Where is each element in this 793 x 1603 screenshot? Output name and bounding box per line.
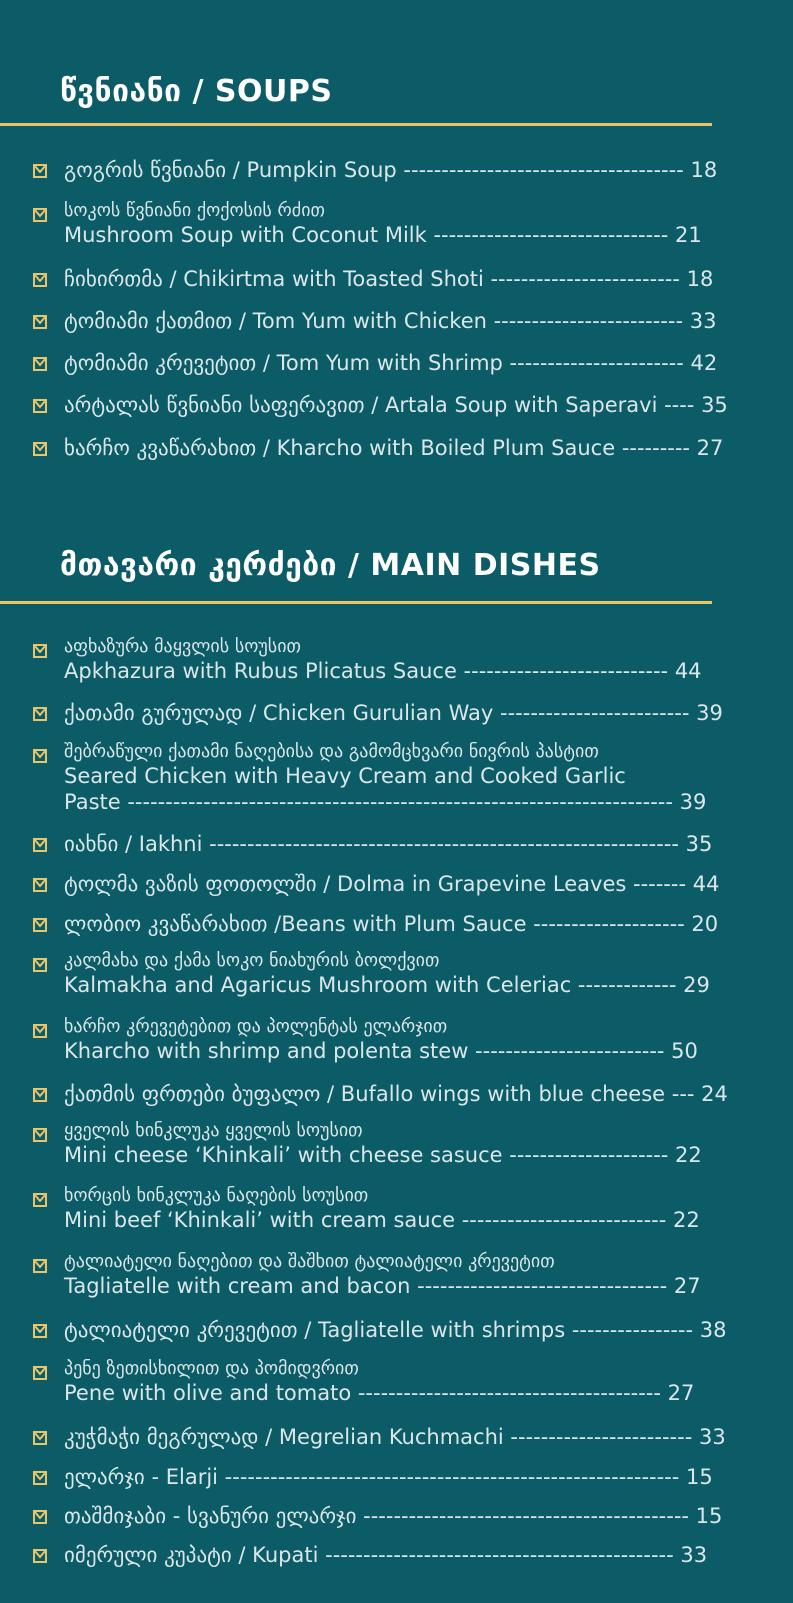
checkbox-check-icon [33, 748, 47, 762]
menu-item-name-en: Mushroom Soup with Coconut Milk ------------------------------- 21 [64, 223, 702, 247]
checkbox-check-icon [33, 1192, 47, 1206]
menu-item-name-en: Apkhazura with Rubus Plicatus Sauce --------------------------- 44 [64, 659, 702, 683]
section-divider [0, 123, 712, 126]
menu-item-text: ელარჯი - Elarji ------------------------------------------------------------ 15 [64, 1465, 713, 1489]
menu-item-name-en: Seared Chicken with Heavy Cream and Cooked Garlic [64, 764, 626, 788]
checkbox-check-icon [33, 1023, 47, 1037]
menu-item-name-en: Pene with olive and tomato ---------------------------------------- 27 [64, 1381, 695, 1405]
checkbox-check-icon [33, 917, 47, 931]
checkbox-check-icon [33, 163, 47, 177]
checkbox-check-icon [33, 877, 47, 891]
menu-item-name-ka: ხორცის ხინკლუკა ნაღების სოუსით [64, 1185, 369, 1206]
menu-item-name-en: Mini beef ‘Khinkali’ with cream sauce --------------------------- 22 [64, 1208, 700, 1232]
checkbox-check-icon [33, 207, 47, 221]
menu-item-text: ტომიამი ქათმით / Tom Yum with Chicken ------------------------- 33 [64, 309, 717, 333]
menu-item-name-en-cont: Paste ------------------------------------------------------------------------ 39 [64, 790, 707, 814]
menu-item-name-ka: აფხაზურა მაყვლის სოუსით [64, 636, 301, 657]
menu-item-text: ტომიამი კრევეტით / Tom Yum with Shrimp ----------------------- 42 [64, 351, 718, 375]
checkbox-check-icon [33, 314, 47, 328]
menu-item-text: კუჭმაჭი მეგრულად / Megrelian Kuchmachi ------------------------ 33 [64, 1425, 726, 1449]
checkbox-check-icon [33, 1548, 47, 1562]
menu-item-text: თაშმიჯაბი - სვანური ელარჯი ------------------------------------------- 15 [64, 1504, 723, 1528]
checkbox-check-icon [33, 643, 47, 657]
menu-item-text: იმერული კუპატი / Kupati ---------------------------------------------- 33 [64, 1543, 708, 1567]
menu-item-name-ka: კალმახა და ქამა სოკო ნიახურის ბოლქვით [64, 950, 440, 971]
checkbox-check-icon [33, 1258, 47, 1272]
menu-item-text: ტალიატელი კრევეტით / Tagliatelle with shrimps ---------------- 38 [64, 1318, 727, 1342]
menu-item-name-en: Kalmakha and Agaricus Mushroom with Celeriac ------------- 29 [64, 973, 710, 997]
checkbox-check-icon [33, 706, 47, 720]
menu-item-name-ka: ყველის ხინკლუკა ყველის სოუსით [64, 1120, 363, 1141]
checkbox-check-icon [33, 1365, 47, 1379]
menu-item-name-ka: სოკოს წვნიანი ქოქოსის რძით [64, 200, 325, 221]
checkbox-check-icon [33, 441, 47, 455]
menu-item-text: გოგრის წვნიანი / Pumpkin Soup ------------------------------------- 18 [64, 158, 718, 182]
menu-item-name-ka: შებრაწული ქათამი ნაღებისა და გამომცხვარი ნივრის პასტით [64, 741, 599, 762]
checkbox-check-icon [33, 356, 47, 370]
section-title-soups: წვნიანი / SOUPS [60, 74, 333, 109]
menu-item-name-en: Tagliatelle with cream and bacon --------------------------------- 27 [64, 1274, 701, 1298]
menu-item-text: ქათამი გურულად / Chicken Gurulian Way ------------------------- 39 [64, 701, 723, 725]
menu-item-text: არტალას წვნიანი საფერავით / Artala Soup with Saperavi ---- 35 [64, 393, 728, 417]
checkbox-check-icon [33, 272, 47, 286]
menu-item-text: იახნი / Iakhni -------------------------------------------------------------- 35 [64, 832, 713, 856]
menu-item-text: ქათმის ფრთები ბუფალო / Bufallo wings with blue cheese --- 24 [64, 1082, 728, 1106]
menu-item-name-en: Mini cheese ‘Khinkali’ with cheese sasuce --------------------- 22 [64, 1143, 702, 1167]
section-title-main-dishes: მთავარი კერძები / MAIN DISHES [60, 548, 601, 583]
menu-item-text: ხარჩო კვაწარახით / Kharcho with Boiled Plum Sauce --------- 27 [64, 436, 724, 460]
checkbox-check-icon [33, 1470, 47, 1484]
checkbox-check-icon [33, 1127, 47, 1141]
checkbox-check-icon [33, 398, 47, 412]
checkbox-check-icon [33, 837, 47, 851]
menu-item-name-ka: ტალიატელი ნაღებით და შაშხით ტალიატელი კრევეტით [64, 1251, 555, 1272]
menu-item-name-ka: ხარჩო კრევეტებით და პოლენტას ელარჯით [64, 1016, 448, 1037]
checkbox-check-icon [33, 1087, 47, 1101]
checkbox-check-icon [33, 1430, 47, 1444]
checkbox-check-icon [33, 1509, 47, 1523]
section-divider [0, 601, 712, 604]
menu-item-text: ლობიო კვაწარახით /Beans with Plum Sauce -------------------- 20 [64, 912, 719, 936]
menu-item-text: ჩიხირთმა / Chikirtma with Toasted Shoti ------------------------- 18 [64, 267, 714, 291]
menu-item-text: ტოლმა ვაზის ფოთოლში / Dolma in Grapevine Leaves ------- 44 [64, 872, 720, 896]
checkbox-check-icon [33, 957, 47, 971]
menu-item-name-en: Kharcho with shrimp and polenta stew ------------------------- 50 [64, 1039, 698, 1063]
menu-item-name-ka: პენე ზეთისხილით და პომიდვრით [64, 1358, 359, 1379]
checkbox-check-icon [33, 1323, 47, 1337]
